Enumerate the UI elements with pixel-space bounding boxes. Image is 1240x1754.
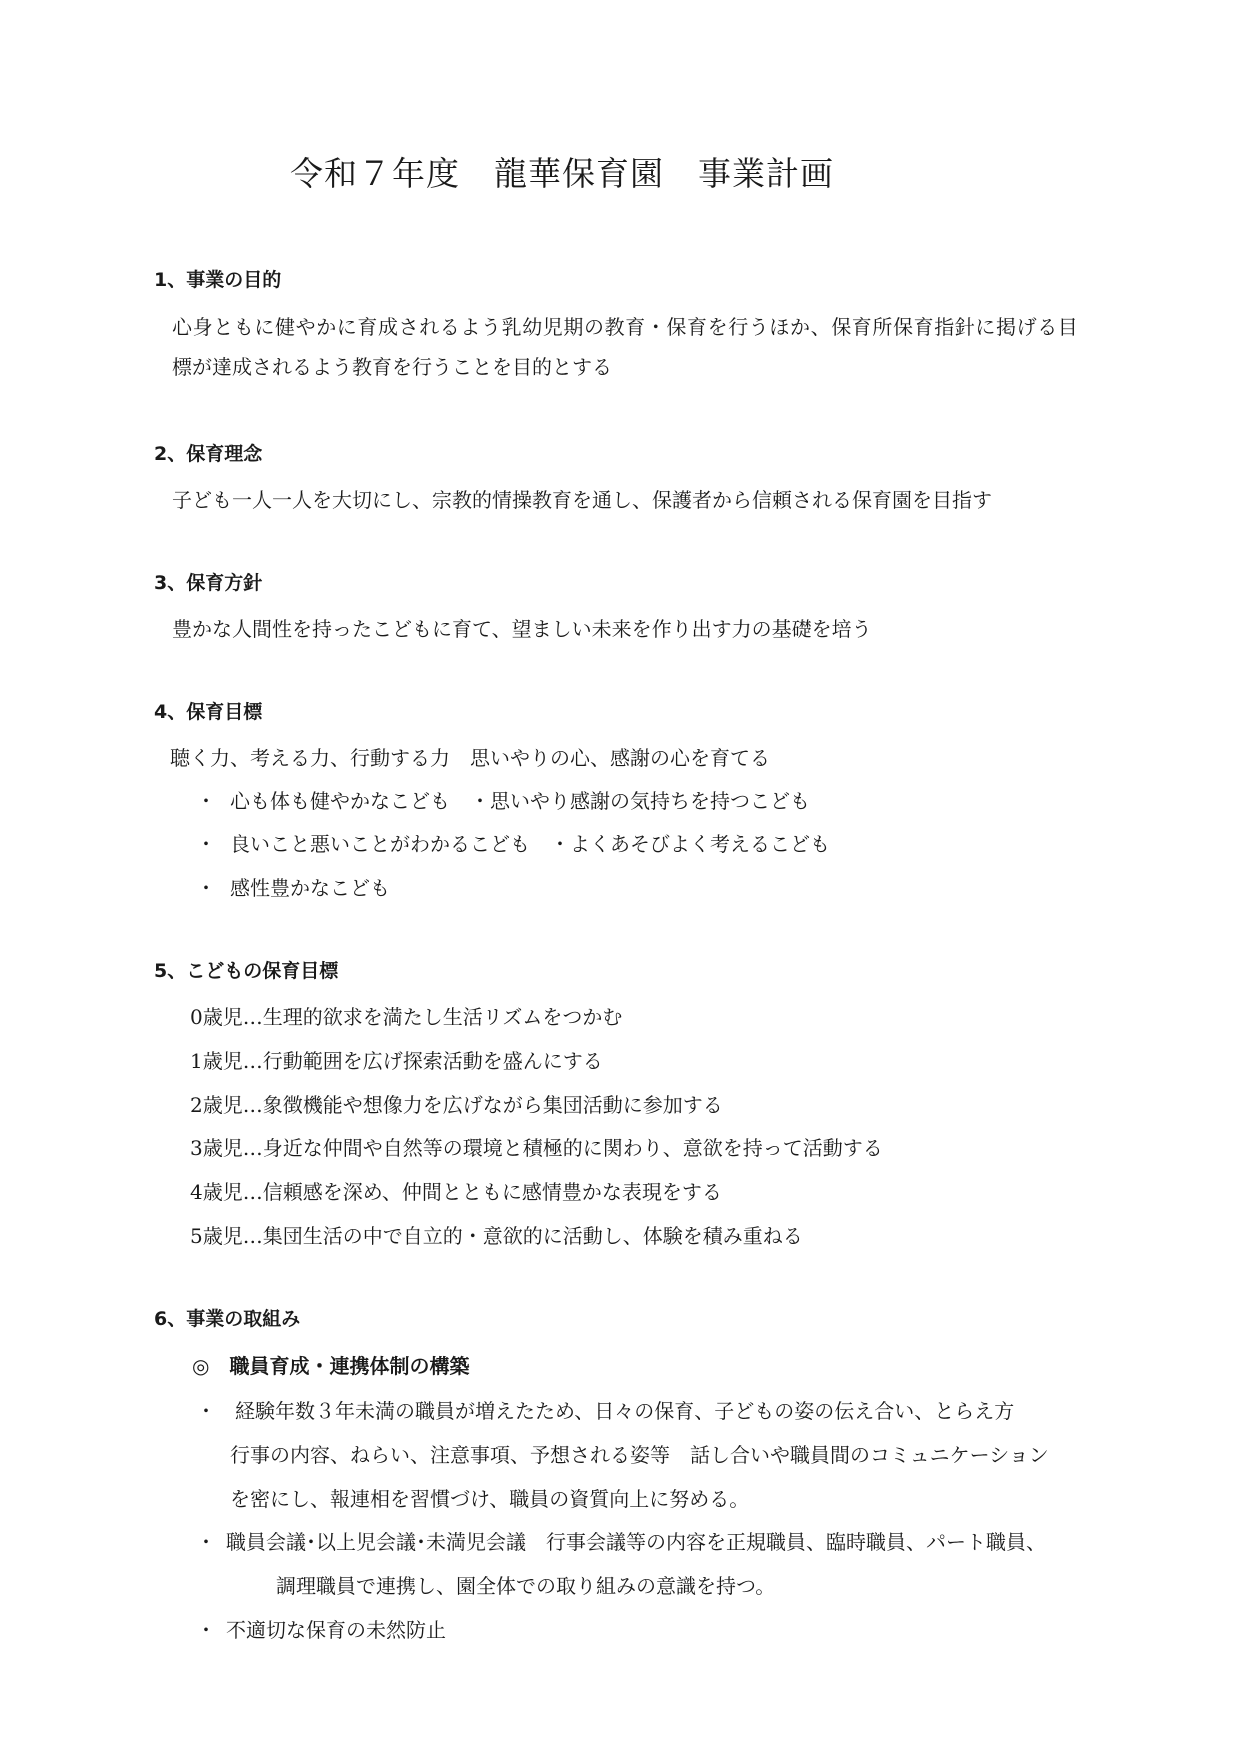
goal-item-3: 感性豊かなこども [230,876,390,900]
bullet-icon: ・ [196,1618,216,1642]
initiative-1-line-3: を密にし、報連相を習慣づけ、職員の資質向上に努める。 [230,1487,750,1511]
section-heading-child-goals: 5、こどもの保育目標 [154,960,339,982]
bullet-icon: ・ [196,1399,216,1423]
section-heading-goals: 4、保育目標 [154,701,263,723]
bullet-icon: ・ [196,1530,216,1554]
section-heading-philosophy: 2、保育理念 [154,443,263,465]
child-goal-age-2: 2歳児…象徴機能や想像力を広げながら集団活動に参加する [190,1093,723,1117]
initiative-1-line-1: 経験年数３年未満の職員が増えたため、日々の保育、子どもの姿の伝え合い、とらえ方 [235,1399,1015,1423]
goals-intro: 聴く力、考える力、行動する力 思いやりの心、感謝の心を育てる [170,746,770,770]
goal-item-1: 心も体も健やかなこども ・思いやり感謝の気持ちを持つこども [230,789,810,813]
policy-line: 豊かな人間性を持ったこどもに育て、望ましい未来を作り出す力の基礎を培う [172,617,872,641]
document-title: 令和７年度 龍華保育園 事業計画 [290,154,834,193]
purpose-line-1: 心身ともに健やかに育成されるよう乳幼児期の教育・保育を行うほか、保育所保育指針に掲げる目 [172,315,1079,339]
child-goal-age-1: 1歳児…行動範囲を広げ探索活動を盛んにする [190,1049,603,1073]
bullet-icon: ・ [196,832,216,856]
purpose-line-2: 標が達成されるよう教育を行うことを目的とする [172,355,612,379]
goal-item-2: 良いこと悪いことがわかるこども ・よくあそびよく考えるこども [230,832,830,856]
initiative-subheading: ◎ 職員育成・連携体制の構築 [192,1354,470,1378]
section-heading-policy: 3、保育方針 [154,572,263,594]
section-heading-initiatives: 6、事業の取組み [154,1308,301,1330]
child-goal-age-3: 3歳児…身近な仲間や自然等の環境と積極的に関わり、意欲を持って活動する [190,1136,883,1160]
bullet-icon: ・ [196,789,216,813]
child-goal-age-4: 4歳児…信頼感を深め、仲間とともに感情豊かな表現をする [190,1180,722,1204]
initiative-1-line-2: 行事の内容、ねらい、注意事項、予想される姿等 話し合いや職員間のコミュニケーション [230,1443,1049,1467]
section-heading-purpose: 1、事業の目的 [154,269,282,291]
philosophy-line: 子ども一人一人を大切にし、宗教的情操教育を通し、保護者から信頼される保育園を目指す [172,488,992,512]
initiative-2-line-2: 調理職員で連携し、園全体での取り組みの意識を持つ。 [276,1574,776,1598]
child-goal-age-5: 5歳児…集団生活の中で自立的・意欲的に活動し、体験を積み重ねる [190,1224,803,1248]
child-goal-age-0: 0歳児…生理的欲求を満たし生活リズムをつかむ [190,1005,623,1029]
initiative-2-line-1: 職員会議･以上児会議･未満児会議 行事会議等の内容を正規職員、臨時職員、パート職員、 [226,1530,1046,1554]
bullet-icon: ・ [196,876,216,900]
initiative-3-line-1: 不適切な保育の未然防止 [226,1618,446,1642]
